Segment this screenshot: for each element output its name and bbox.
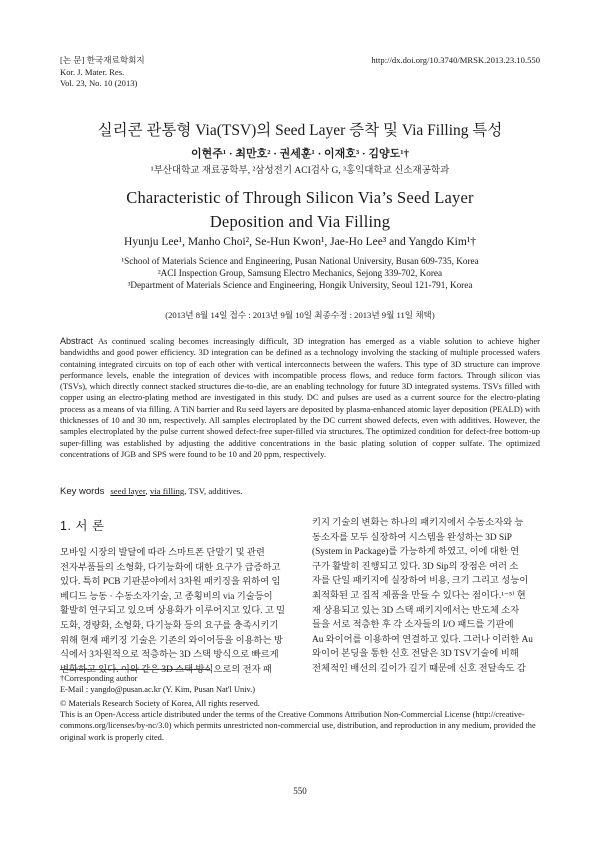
body-text-line: 있다. 특히 PCB 기판분야에서 3차원 패키징을 위하여 임 [60, 577, 281, 588]
submission-dates: (2013년 8월 14일 접수 : 2013년 9월 10일 최종수정 : 2013년 9월 11일 채택) [165, 310, 435, 320]
page-number: 550 [293, 786, 307, 796]
body-text-line: 베디드 능동 · 수동소자기술, 고 종횡비의 via 기술등이 [60, 591, 273, 602]
license-line: commons.org/licenses/by-nc/3.0) which permits unrestricted non-commercial use, distribution, and reproduction in any medium, provided the [60, 721, 536, 731]
body-text-line: 활발히 연구되고 있으며 상용화가 이루어지고 있다. 고 밀 [60, 606, 286, 617]
journal-name-english: Kor. J. Mater. Res. [60, 66, 125, 77]
affiliation-line: ³Department of Materials Science and Engineering, Hongik University, Seoul 121-791, Korea [127, 280, 473, 290]
korean-authors: 이현주¹ · 최만호² · 권세훈¹ · 이재호³ · 김양도¹† [190, 148, 410, 160]
body-text-line: 재 상용되고 있는 3D 스택 패키지에서는 반도체 소자 [312, 605, 520, 616]
keyword-link[interactable]: seed layer [110, 486, 146, 496]
body-text-line: 모바일 시장의 발달에 따라 스마트폰 단말기 및 관련 [60, 548, 265, 558]
license-line: original work is properly cited. [60, 732, 164, 742]
body-text-line: 들을 서로 적층한 후 각 소자들의 I/O 패드를 기판에 [312, 620, 514, 631]
english-title [0, 186, 600, 234]
keywords: Key words seed layer, via filling, TSV, additives. [60, 486, 243, 497]
abstract [60, 336, 540, 460]
body-text-line: 도화, 경량화, 소형화, 다기능화 등의 요구를 충족시키기 [60, 620, 279, 631]
body-text-line: 변화하고 있다. 이와 같은 3D 스택 방식으로의 전자 패 [60, 664, 272, 675]
body-text-line: (System in Package)를 가능하게 하였고, 이에 대한 연 [312, 547, 520, 558]
body-text-line: 최적화된 고 집적 제품을 만들 수 있다는 점이다.¹⁻⁵⁾ 현 [312, 590, 526, 601]
affiliation-line: ¹School of Materials Science and Engineering, Pusan National University, Busan 609-735, Korea [121, 256, 479, 266]
abstract-label: Abstract [60, 336, 94, 346]
body-text-line: 와이어 본딩을 통한 신호 전달은 3D TSV기술에 비해 [312, 649, 519, 660]
english-affiliations [0, 255, 600, 291]
footnote [60, 673, 255, 695]
body-text-line: Au 와이어를 이용하여 연결하고 있다. 그러나 이러한 Au [312, 634, 533, 645]
journal-name-korean: [논 문] 한국재료학회지 [60, 55, 145, 65]
abstract-text: As continued scaling becomes increasingly difficult, 3D integration has emerged as a viable solution to achieve higher bandwidths and good power efficiency. 3D integration can be defined as a technology involving the stacking of multiple processed wafers containing integrated circuits on top of each other with vertical interconnects between the wafers. This type of 3D structure can improve performance levels, enable the integration of devices with incompatible process flows, and reduce form factors. Through silicon vias (TSVs), which directly connect stacked structures die-to-die, are an enabling technology for future 3D integrated systems. TSVs filled with copper using an electro-plating method are investigated in this study. DC and pulses are used as a current source for the electro-plating process as a means of via filling. A TiN barrier and Ru seed layers are deposited by plasma-enhanced atomic layer deposition (PEALD) with thicknesses of 10 and 30 nm, respectively. All samples electroplated by the DC current showed defects, even with additives. However, the samples electroplated by the pulse current showed defect-free super-filled via structures. The optimized condition for defect-free bottom-up super-filling was established by adjusting the additive concentrations in the basic plating solution of copper sulfate. The optimized concentrations of JGB and SPS were found to be 10 and 20 ppm, respectively. [60, 336, 540, 459]
body-column-right [312, 516, 540, 677]
body-column-left [60, 516, 288, 677]
body-text-line: 전체적인 배선의 길이가 길기 때문에 신호 전달속도 감 [312, 663, 526, 674]
doi-link[interactable]: http://dx.doi.org/10.3740/MRSK.2013.23.10.550 [371, 55, 540, 65]
english-authors: Hyunju Lee¹, Manho Choi², Se-Hun Kwon¹, Jae-Ho Lee³ and Yangdo Kim¹† [124, 236, 476, 248]
body-text-line: 동소자를 모두 실장하여 시스템을 완성하는 3D SiP [312, 532, 512, 543]
copyright-notice [60, 698, 540, 743]
journal-header [60, 55, 145, 90]
english-title-line: Deposition and Via Filling [209, 212, 391, 231]
body-text-line: 식에서 3차원적으로 적층하는 3D 스택 방식으로 빠르게 [60, 650, 279, 661]
korean-affiliations: ¹부산대학교 재료공학부, ²삼성전기 ACI검사 G, ³홍익대학교 신소재공학과 [150, 166, 450, 176]
affiliation-line: ²ACI Inspection Group, Samsung Electro Mechanics, Sejong 339-702, Korea [157, 268, 443, 278]
author-email: E-Mail : yangdo@pusan.ac.kr (Y. Kim, Pusan Nat'l Univ.) [60, 685, 256, 694]
keywords-label: Key words [60, 486, 105, 497]
corresponding-author-note: †Corresponding author [60, 674, 138, 683]
korean-title: 실리콘 관통형 Via(TSV)의 Seed Layer 증착 및 Via Filling 특성 [97, 122, 503, 139]
body-text-line: 전자부품들의 소형화, 다기능화에 대한 요구가 급증하고 [60, 562, 281, 573]
keyword-link[interactable]: via filling [149, 486, 185, 496]
body-text-line: 위해 현재 패키징 기술은 기존의 와이어등을 이용하는 방 [60, 635, 283, 646]
journal-volume: Vol. 23, No. 10 (2013) [60, 78, 138, 88]
copyright-line: © Materials Research Society of Korea, All rights reserved. [60, 699, 260, 708]
body-text-line: 자를 단일 패키지에 실장하여 비용, 크기 그리고 성능이 [312, 576, 529, 587]
english-title-line: Characteristic of Through Silicon Via’s Seed Layer [126, 188, 474, 207]
license-line: This is an Open-Access article distributed under the terms of the Creative Commons Attribution Non-Commercial License (http://creative- [60, 710, 525, 720]
keywords-rest: , TSV, additives. [184, 486, 243, 496]
footnote-divider [60, 669, 210, 670]
section-heading: 1. 서 론 [60, 519, 105, 533]
body-text-line: 키지 기술의 변화는 하나의 패키지에서 수동소자와 능 [312, 518, 524, 528]
body-text-line: 구가 활발히 진행되고 있다. 3D Sip의 장점은 여러 소 [312, 561, 519, 572]
